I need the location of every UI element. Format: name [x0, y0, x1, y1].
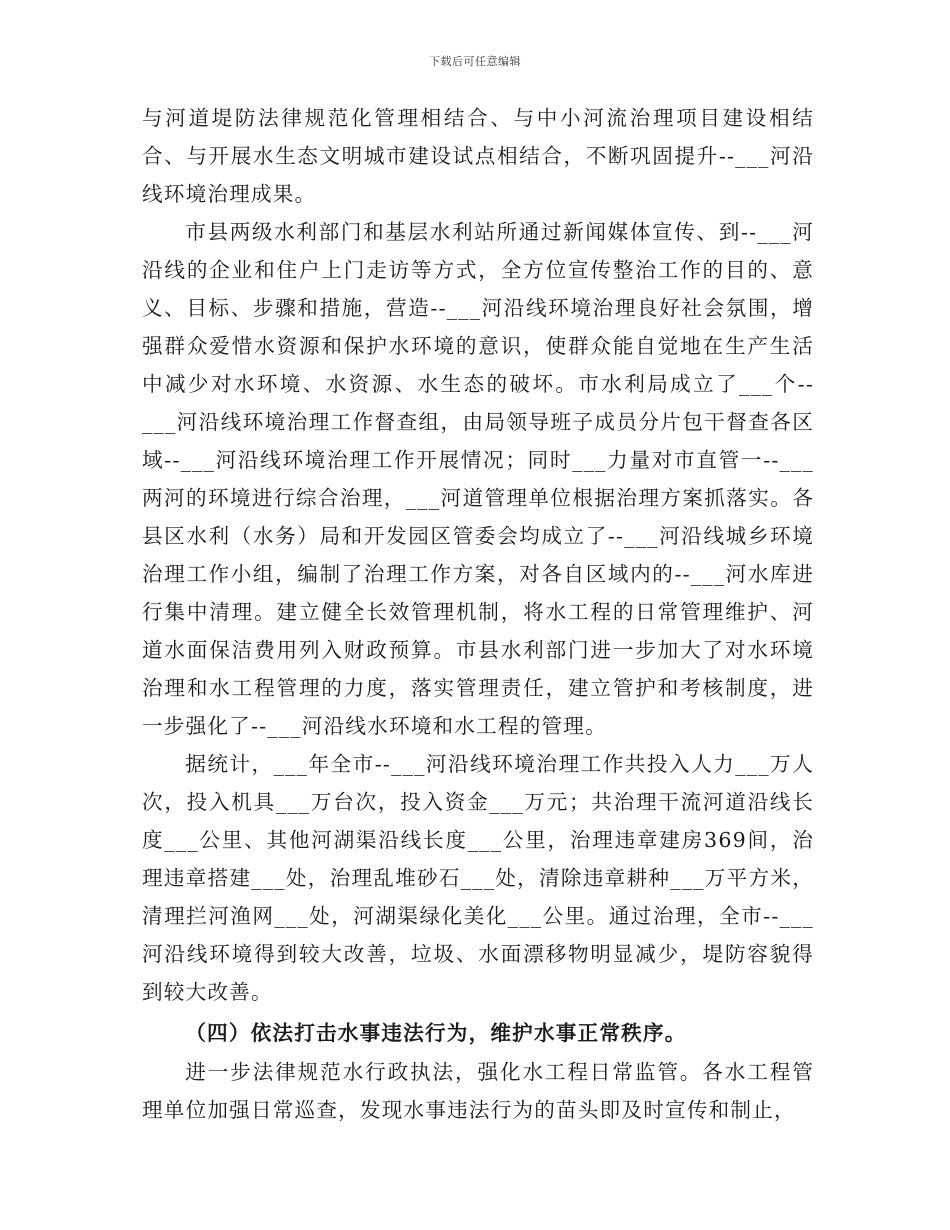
paragraph-continuation: 与河道堤防法律规范化管理相结合、与中小河流治理项目建设相结合、与开展水生态文明城市建设试点相结合，不断巩固提升--___河沿线环境治理成果。 — [142, 106, 814, 206]
document-body — [142, 99, 814, 1129]
section-heading: （四）依法打击水事违法行为，维护水事正常秩序。 — [185, 1021, 687, 1045]
page-header-note: 下载后可任意编辑 — [429, 55, 521, 68]
paragraph-publicity: 市县两级水利部门和基层水利站所通过新闻媒体宣传、到--___河沿线的企业和住户上门走访等方式，全方位宣传整治工作的目的、意义、目标、步骤和措施，营造--___河沿线环境治理良好社会氛围，增强群众爱惜水资源和保护水环境的意识，使群众能自觉地在生产生活中减少对水环境、水资源、水生态的破坏。市水利局成立了___个--___河沿线环境治理工作督查组，由局领导班子成员分片包干督查各区域--___河沿线环境治理工作开展情况；同时___力量对市直管一--___两河的环境进行综合治理，___河道管理单位根据治理方案抓落实。各县区水利（水务）局和开发园区管委会均成立了--___河沿线城乡环境治理工作小组，编制了治理工作方案，对各自区域内的--___河水库进行集中清理。建立健全长效管理机制，将水工程的日常管理维护、河道水面保洁费用列入财政预算。市县水利部门进一步加大了对水环境治理和水工程管理的力度，落实管理责任，建立管护和考核制度，进一步强化了--___河沿线水环境和水工程的管理。 — [142, 220, 814, 738]
paragraph-statistics: 据统计，___年全市--___河沿线环境治理工作共投入人力___万人次，投入机具___万台次，投入资金___万元；共治理干流河道沿线长度___公里、其他河湖渠沿线长度___公里，治理违章建房369间，治理违章搭建___处，治理乱堆砂石___处，清除违章耕种___万平方米，清理拦河渔网___处，河湖渠绿化美化___公里。通过治理，全市--___河沿线环境得到较大改善，垃圾、水面漂移物明显减少，堤防容貌得到较大改善。 — [142, 752, 814, 1004]
paragraph-enforcement: 进一步法律规范水行政执法，强化水工程日常监管。各水工程管理单位加强日常巡查，发现水事违法行为的苗头即及时宣传和制止， — [142, 1060, 814, 1122]
